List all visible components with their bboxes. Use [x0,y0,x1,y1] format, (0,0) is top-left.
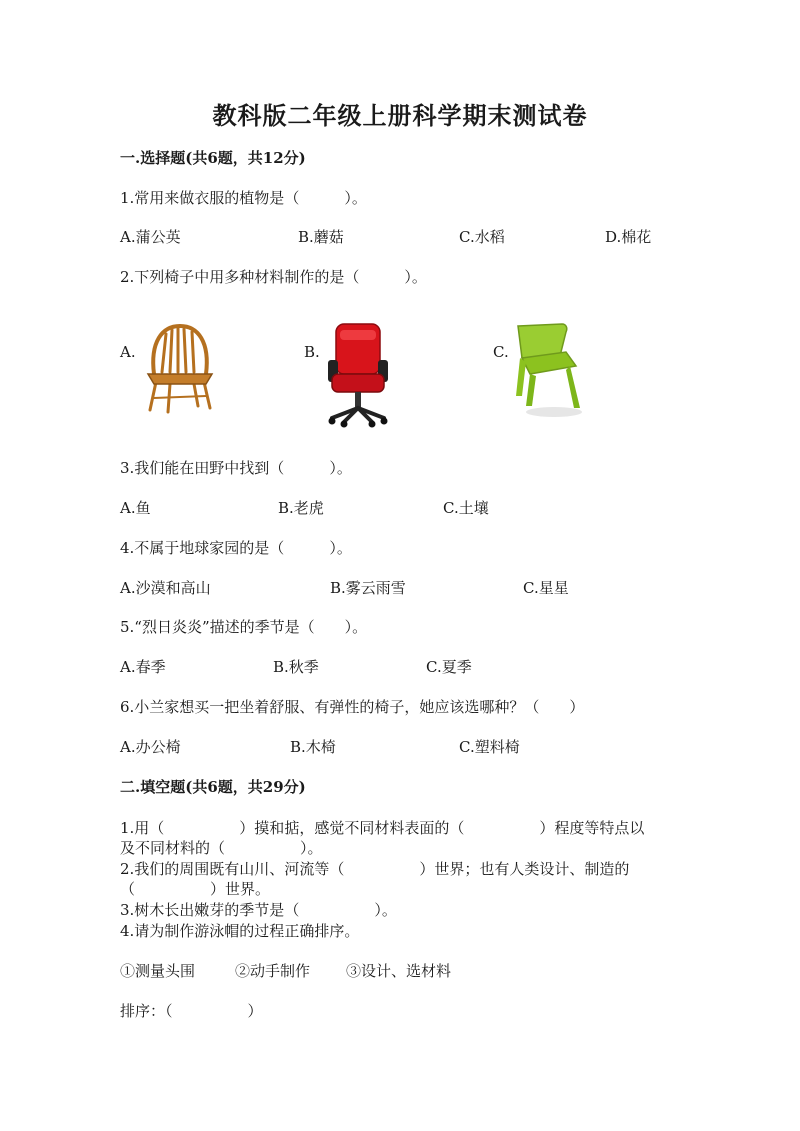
fill-line-6: 4.请为制作游泳帽的过程正确排序。 [120,922,360,940]
wooden-chair-icon [140,322,220,414]
fill-line-2: 及不同材料的（ ）。 [120,839,323,857]
q4-option-a: A.沙漠和高山 [120,579,211,597]
red-office-chair-icon [322,322,394,428]
q2-option-a: A. [120,343,136,361]
fill-line-5: 3.树木长出嫩芽的季节是（ ）。 [120,901,397,919]
q3-option-c: C.土壤 [443,499,489,517]
question-4: 4.不属于地球家园的是（ ）。 [120,539,352,557]
q5-option-b: B.秋季 [273,658,319,676]
q1-option-b: B.蘑菇 [298,228,344,246]
q1-option-a: A.蒲公英 [120,228,181,246]
answer-line: 排序：（ ） [120,1002,263,1020]
q2-option-b: B. [304,343,320,361]
q6-option-b: B.木椅 [290,738,336,756]
question-3: 3.我们能在田野中找到（ ）。 [120,459,352,477]
fill-line-1: 1.用（ ）摸和掂，感觉不同材料表面的（ ）程度等特点以 [120,819,645,837]
q1-option-d: D.棉花 [605,228,652,246]
green-plastic-chair-icon [510,322,586,418]
q5-option-a: A.春季 [120,658,166,676]
q5-option-c: C.夏季 [426,658,472,676]
step-1: ①测量头围 [120,962,196,980]
q6-option-a: A.办公椅 [120,738,181,756]
question-1: 1.常用来做衣服的植物是（ ）。 [120,189,367,207]
section2-heading: 二.填空题(共6题，共29分) [120,778,306,796]
section1-heading: 一.选择题(共6题，共12分) [120,149,306,167]
question-2: 2.下列椅子中用多种材料制作的是（ ）。 [120,268,427,286]
q2-option-c: C. [493,343,509,361]
q3-option-a: A.鱼 [120,499,151,517]
fill-line-4: （ ）世界。 [120,880,271,898]
page-title: 教科版二年级上册科学期末测试卷 [212,101,588,130]
question-5: 5.“烈日炎炎”描述的季节是（ ）。 [120,618,368,636]
q4-option-b: B.雾云雨雪 [330,579,406,597]
q4-option-c: C.星星 [523,579,569,597]
q6-option-c: C.塑料椅 [459,738,520,756]
step-2: ②动手制作 [235,962,311,980]
q1-option-c: C.水稻 [459,228,505,246]
step-3: ③设计、选材料 [346,962,452,980]
q3-option-b: B.老虎 [278,499,324,517]
question-6: 6.小兰家想买一把坐着舒服、有弹性的椅子，她应该选哪种？（ ） [120,698,585,716]
fill-line-3: 2.我们的周围既有山川、河流等（ ）世界；也有人类设计、制造的 [120,860,630,878]
